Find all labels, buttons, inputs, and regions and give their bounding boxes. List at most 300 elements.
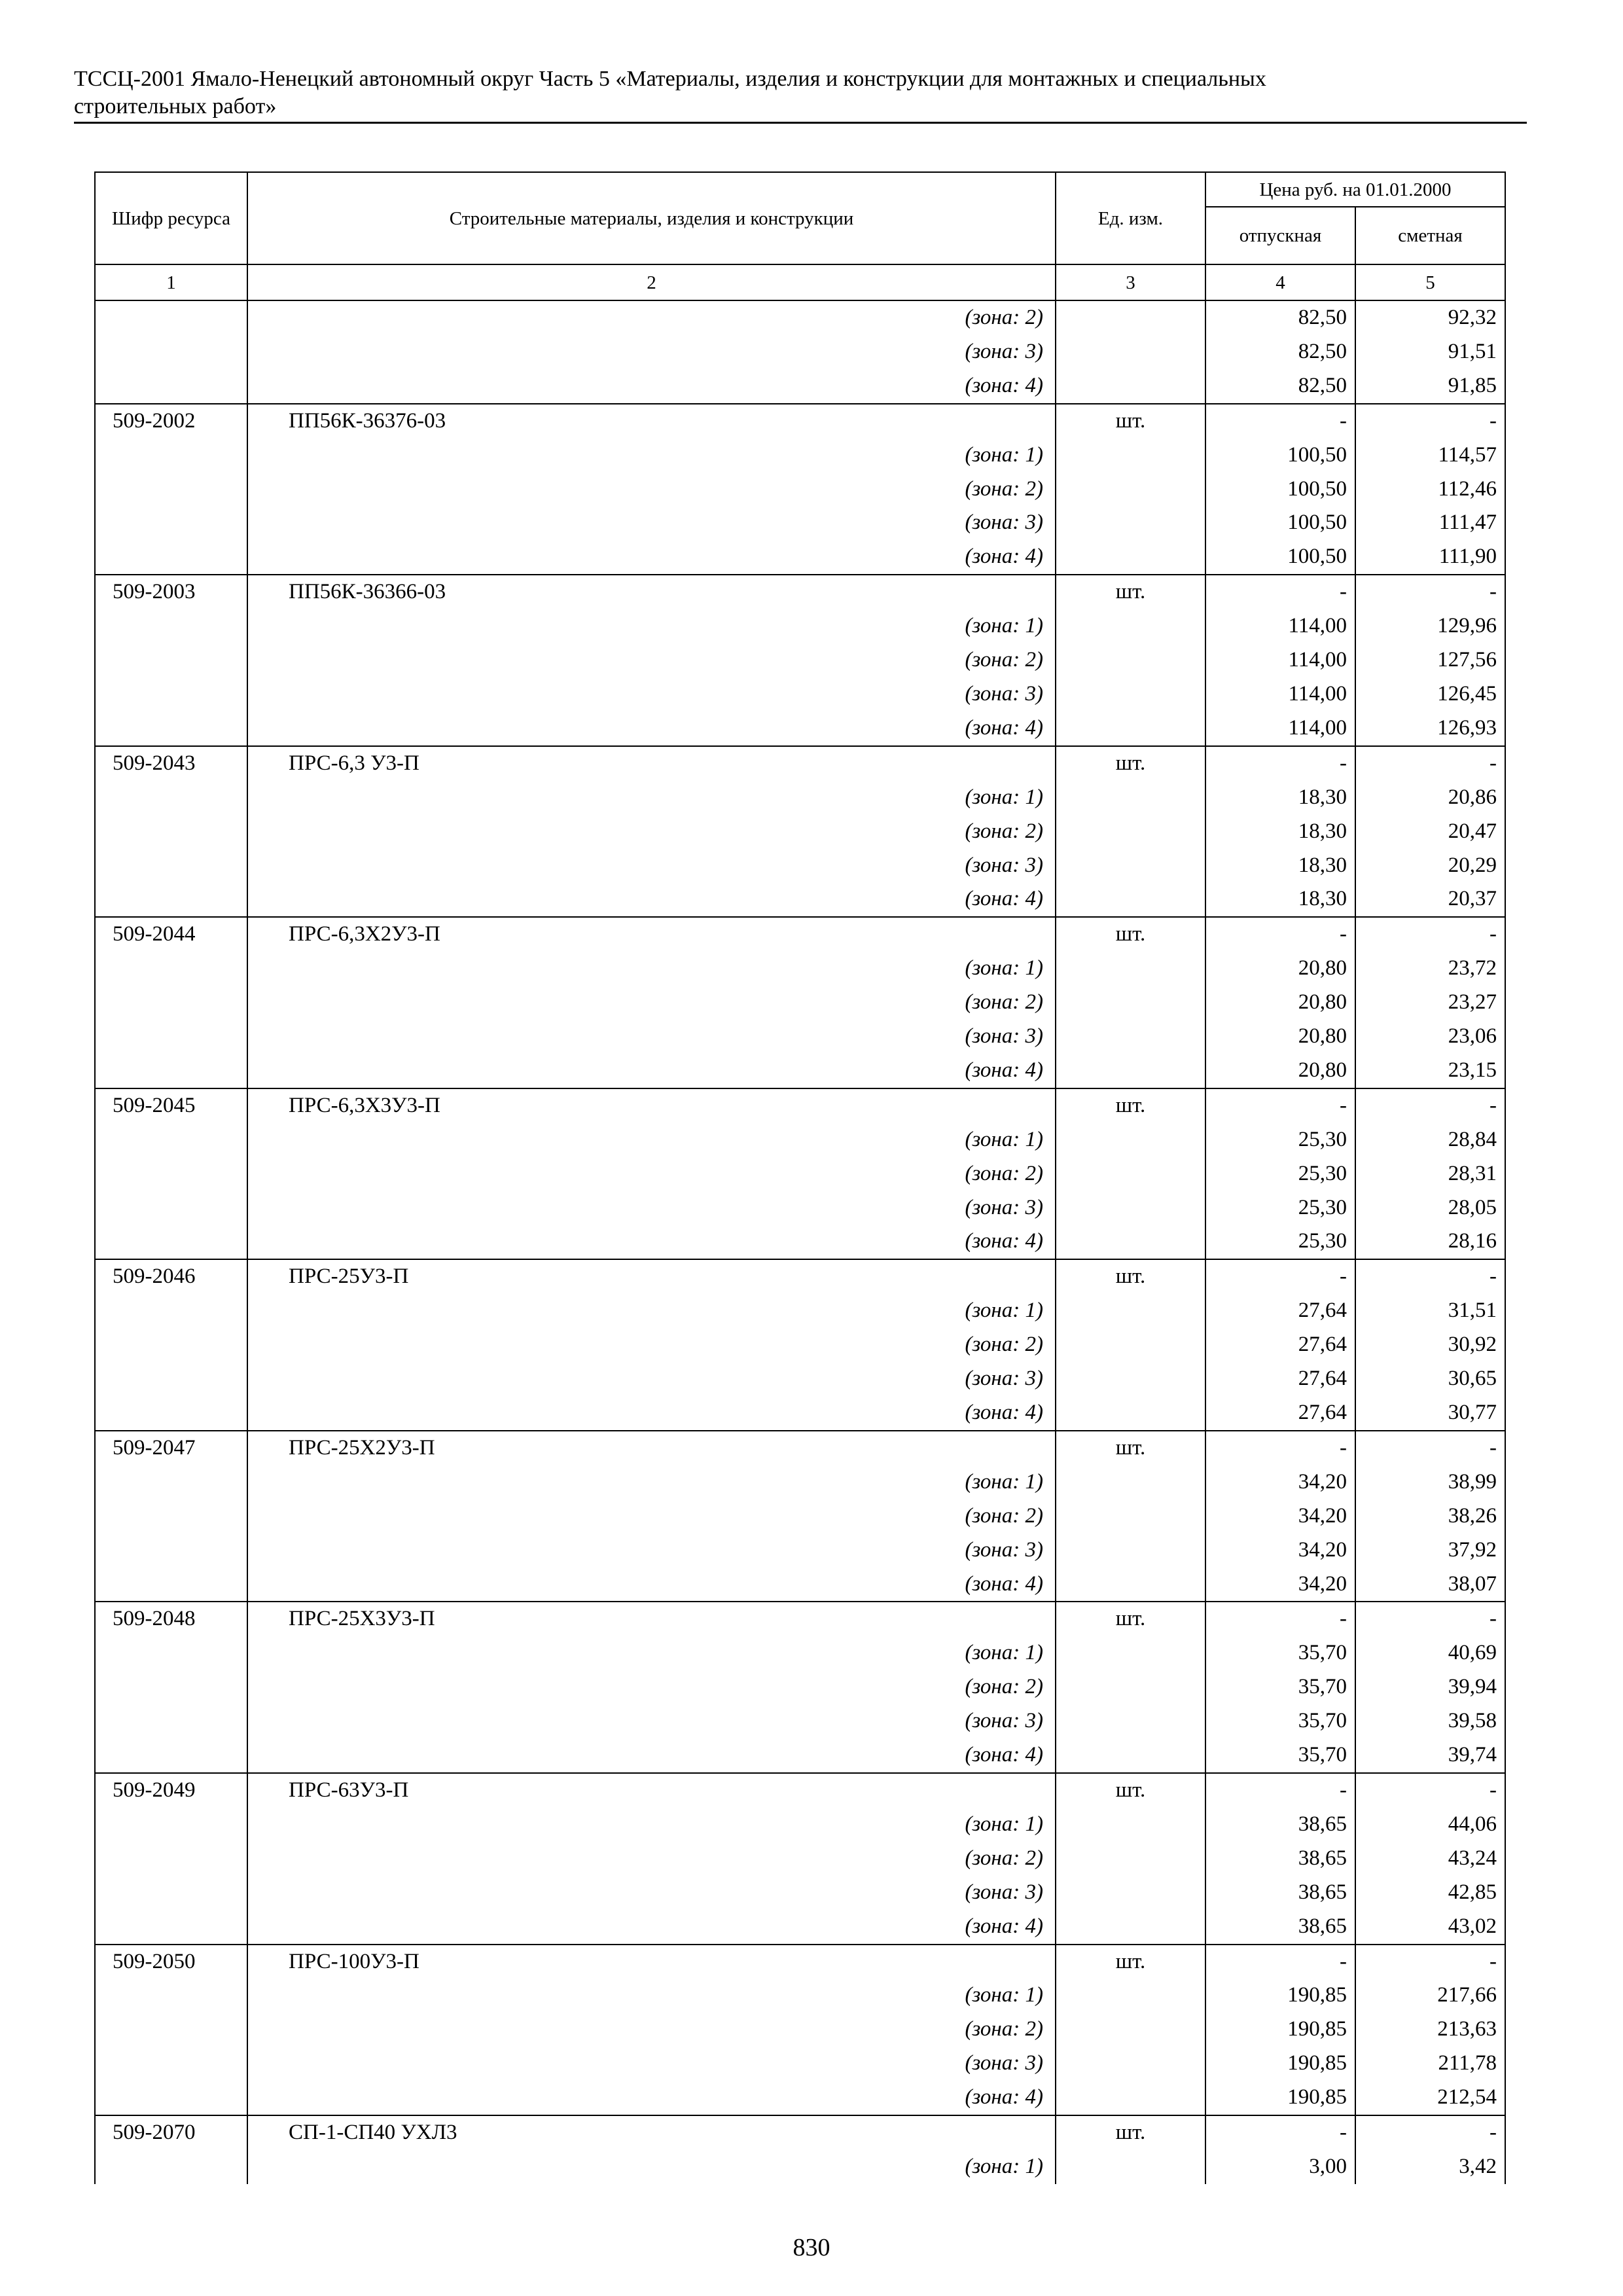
zone-label: (зона: 3): [247, 1534, 1056, 1568]
release-price: 18,30: [1205, 882, 1355, 917]
resource-code-cell: [95, 1465, 247, 1499]
zone-row: [95, 1499, 1505, 1534]
unit-of-measure: шт.: [1056, 1431, 1205, 1465]
resource-code-cell: [95, 2047, 247, 2081]
unit-of-measure: шт.: [1056, 1088, 1205, 1123]
zone-row: [95, 1328, 1505, 1362]
zone-row: [95, 2013, 1505, 2047]
zone-label: (зона: 1): [247, 1979, 1056, 2013]
resource-row: [95, 404, 1505, 439]
unit-cell: [1056, 882, 1205, 917]
zone-label: (зона: 3): [247, 506, 1056, 540]
unit-cell: [1056, 506, 1205, 540]
resource-name: ПРС-6,3 У3-П: [247, 746, 1056, 781]
header-rule: [74, 122, 1527, 124]
resource-code-cell: [95, 1123, 247, 1157]
estimate-price: 44,06: [1355, 1808, 1505, 1842]
resource-code-cell: [95, 1738, 247, 1773]
release-price: 100,50: [1205, 506, 1355, 540]
resource-code-cell: [95, 1670, 247, 1704]
estimate-price: 91,85: [1355, 369, 1505, 404]
estimate-price: -: [1355, 404, 1505, 439]
zone-label: (зона: 1): [247, 1294, 1056, 1328]
resource-code-cell: [95, 1362, 247, 1396]
estimate-price: -: [1355, 1259, 1505, 1294]
zone-row: [95, 609, 1505, 643]
unit-cell: [1056, 1876, 1205, 1910]
zone-row: [95, 1157, 1505, 1191]
estimate-price: 126,45: [1355, 677, 1505, 711]
release-price: 34,20: [1205, 1534, 1355, 1568]
estimate-price: -: [1355, 1773, 1505, 1808]
estimate-price: 92,32: [1355, 300, 1505, 335]
resource-code-cell: [95, 781, 247, 815]
unit-cell: [1056, 1123, 1205, 1157]
estimate-price: 23,72: [1355, 952, 1505, 986]
zone-label: (зона: 3): [247, 335, 1056, 369]
estimate-price: 39,94: [1355, 1670, 1505, 1704]
zone-row: [95, 1465, 1505, 1499]
unit-of-measure: шт.: [1056, 1602, 1205, 1636]
zone-label: (зона: 2): [247, 1499, 1056, 1534]
resource-code: 509-2044: [95, 917, 247, 952]
resource-code: 509-2048: [95, 1602, 247, 1636]
header-line-1: ТССЦ-2001 Ямало-Ненецкий автономный округ Часть 5 «Материалы, изделия и конструкции для монтажных и специальных: [74, 67, 1266, 91]
resource-name: СП-1-СП40 УХЛ3: [247, 2115, 1056, 2150]
resource-code-cell: [95, 1328, 247, 1362]
unit-of-measure: шт.: [1056, 1945, 1205, 1979]
zone-label: (зона: 1): [247, 439, 1056, 473]
unit-cell: [1056, 952, 1205, 986]
resource-code-cell: [95, 643, 247, 677]
resource-code-cell: [95, 506, 247, 540]
estimate-price: 111,47: [1355, 506, 1505, 540]
release-price: 82,50: [1205, 369, 1355, 404]
unit-cell: [1056, 1191, 1205, 1225]
resource-name: ПРС-25Х3У3-П: [247, 1602, 1056, 1636]
estimate-price: -: [1355, 1088, 1505, 1123]
zone-row: [95, 1123, 1505, 1157]
zone-row: [95, 1670, 1505, 1704]
estimate-price: 20,47: [1355, 815, 1505, 849]
resource-code-cell: [95, 2013, 247, 2047]
resource-name: ПП56К-36376-03: [247, 404, 1056, 439]
unit-cell: [1056, 1362, 1205, 1396]
estimate-price: 23,06: [1355, 1020, 1505, 1054]
unit-cell: [1056, 1225, 1205, 1259]
estimate-price: 30,77: [1355, 1396, 1505, 1431]
zone-row: [95, 1704, 1505, 1738]
zone-label: (зона: 4): [247, 1225, 1056, 1259]
header-price-group: Цена руб. на 01.01.2000: [1205, 172, 1505, 207]
unit-cell: [1056, 1396, 1205, 1431]
page-number: 830: [793, 2234, 830, 2261]
resource-code: 509-2002: [95, 404, 247, 439]
unit-cell: [1056, 540, 1205, 575]
estimate-price: 23,15: [1355, 1054, 1505, 1088]
unit-cell: [1056, 815, 1205, 849]
header-line-2: строительных работ»: [74, 94, 277, 118]
zone-label: (зона: 4): [247, 1910, 1056, 1945]
zone-row: [95, 1534, 1505, 1568]
unit-cell: [1056, 986, 1205, 1020]
zone-row: [95, 540, 1505, 575]
release-price: 35,70: [1205, 1670, 1355, 1704]
resource-code-cell: [95, 439, 247, 473]
release-price: 114,00: [1205, 677, 1355, 711]
zone-row: [95, 2081, 1505, 2115]
zone-row: [95, 1738, 1505, 1773]
unit-cell: [1056, 1910, 1205, 1945]
zone-label: (зона: 3): [247, 1191, 1056, 1225]
estimate-price: 91,51: [1355, 335, 1505, 369]
zone-row: [95, 1362, 1505, 1396]
estimate-price: 127,56: [1355, 643, 1505, 677]
unit-cell: [1056, 300, 1205, 335]
resource-code-cell: [95, 1396, 247, 1431]
resource-name: ПП56К-36366-03: [247, 575, 1056, 609]
release-price: -: [1205, 746, 1355, 781]
zone-label: (зона: 1): [247, 609, 1056, 643]
zone-label: (зона: 2): [247, 473, 1056, 507]
release-price: -: [1205, 2115, 1355, 2150]
zone-row: [95, 1808, 1505, 1842]
release-price: 18,30: [1205, 815, 1355, 849]
resource-code-cell: [95, 952, 247, 986]
resource-row: [95, 1945, 1505, 1979]
unit-cell: [1056, 1499, 1205, 1534]
zone-row: [95, 335, 1505, 369]
release-price: 27,64: [1205, 1396, 1355, 1431]
estimate-price: 211,78: [1355, 2047, 1505, 2081]
unit-cell: [1056, 2150, 1205, 2184]
zone-label: (зона: 3): [247, 2047, 1056, 2081]
unit-of-measure: шт.: [1056, 1773, 1205, 1808]
resource-code-cell: [95, 1979, 247, 2013]
resource-row: [95, 1431, 1505, 1465]
release-price: -: [1205, 575, 1355, 609]
estimate-price: 39,74: [1355, 1738, 1505, 1773]
zone-label: (зона: 2): [247, 300, 1056, 335]
resource-name: ПРС-6,3Х3У3-П: [247, 1088, 1056, 1123]
estimate-price: -: [1355, 575, 1505, 609]
zone-label: (зона: 2): [247, 1842, 1056, 1876]
zone-label: (зона: 2): [247, 643, 1056, 677]
resource-code: 509-2049: [95, 1773, 247, 1808]
zone-row: [95, 1294, 1505, 1328]
unit-of-measure: шт.: [1056, 2115, 1205, 2150]
release-price: 27,64: [1205, 1328, 1355, 1362]
release-price: 27,64: [1205, 1362, 1355, 1396]
price-table: [94, 171, 1506, 2184]
zone-label: (зона: 3): [247, 1704, 1056, 1738]
unit-cell: [1056, 609, 1205, 643]
table-body: [95, 300, 1505, 2184]
resource-code-cell: [95, 335, 247, 369]
resource-code-cell: [95, 369, 247, 404]
zone-label: (зона: 4): [247, 711, 1056, 746]
zone-row: [95, 677, 1505, 711]
release-price: 114,00: [1205, 711, 1355, 746]
resource-code-cell: [95, 540, 247, 575]
resource-row: [95, 575, 1505, 609]
release-price: 190,85: [1205, 2013, 1355, 2047]
estimate-price: 129,96: [1355, 609, 1505, 643]
zone-row: [95, 473, 1505, 507]
resource-code: 509-2050: [95, 1945, 247, 1979]
release-price: 25,30: [1205, 1225, 1355, 1259]
unit-cell: [1056, 1568, 1205, 1602]
estimate-price: 23,27: [1355, 986, 1505, 1020]
zone-label: (зона: 3): [247, 1876, 1056, 1910]
zone-label: (зона: 4): [247, 540, 1056, 575]
estimate-price: -: [1355, 1945, 1505, 1979]
zone-row: [95, 300, 1505, 335]
header-release-price: отпускная: [1205, 207, 1355, 264]
release-price: 34,20: [1205, 1465, 1355, 1499]
header-code: Шифр ресурса: [95, 172, 247, 264]
unit-cell: [1056, 2081, 1205, 2115]
column-number: 1: [95, 264, 247, 300]
estimate-price: 28,84: [1355, 1123, 1505, 1157]
column-number: 3: [1056, 264, 1205, 300]
zone-label: (зона: 4): [247, 882, 1056, 917]
release-price: -: [1205, 1088, 1355, 1123]
zone-label: (зона: 1): [247, 1465, 1056, 1499]
estimate-price: 30,65: [1355, 1362, 1505, 1396]
resource-code-cell: [95, 300, 247, 335]
zone-label: (зона: 3): [247, 849, 1056, 883]
estimate-price: 38,07: [1355, 1568, 1505, 1602]
zone-row: [95, 369, 1505, 404]
release-price: 190,85: [1205, 2081, 1355, 2115]
zone-label: (зона: 2): [247, 2013, 1056, 2047]
zone-row: [95, 815, 1505, 849]
estimate-price: 39,58: [1355, 1704, 1505, 1738]
unit-of-measure: шт.: [1056, 746, 1205, 781]
resource-code-cell: [95, 609, 247, 643]
zone-row: [95, 1876, 1505, 1910]
resource-name: ПРС-25У3-П: [247, 1259, 1056, 1294]
release-price: 20,80: [1205, 986, 1355, 1020]
resource-code-cell: [95, 1568, 247, 1602]
release-price: 3,00: [1205, 2150, 1355, 2184]
release-price: -: [1205, 1773, 1355, 1808]
zone-row: [95, 1396, 1505, 1431]
release-price: 82,50: [1205, 335, 1355, 369]
zone-row: [95, 849, 1505, 883]
resource-code-cell: [95, 1636, 247, 1670]
estimate-price: 114,57: [1355, 439, 1505, 473]
estimate-price: 38,99: [1355, 1465, 1505, 1499]
zone-row: [95, 1842, 1505, 1876]
estimate-price: 212,54: [1355, 2081, 1505, 2115]
estimate-price: 20,86: [1355, 781, 1505, 815]
estimate-price: 112,46: [1355, 473, 1505, 507]
unit-cell: [1056, 1534, 1205, 1568]
table-header: [95, 172, 1505, 300]
zone-row: [95, 781, 1505, 815]
zone-row: [95, 2150, 1505, 2184]
unit-cell: [1056, 1465, 1205, 1499]
estimate-price: 37,92: [1355, 1534, 1505, 1568]
estimate-price: 28,16: [1355, 1225, 1505, 1259]
zone-row: [95, 643, 1505, 677]
unit-cell: [1056, 1842, 1205, 1876]
zone-row: [95, 1191, 1505, 1225]
unit-of-measure: шт.: [1056, 404, 1205, 439]
resource-code-cell: [95, 1842, 247, 1876]
unit-cell: [1056, 2013, 1205, 2047]
zone-row: [95, 1225, 1505, 1259]
resource-row: [95, 2115, 1505, 2150]
unit-cell: [1056, 1020, 1205, 1054]
release-price: 20,80: [1205, 952, 1355, 986]
estimate-price: 28,05: [1355, 1191, 1505, 1225]
unit-of-measure: шт.: [1056, 575, 1205, 609]
header-unit: Ед. изм.: [1056, 172, 1205, 264]
release-price: -: [1205, 1602, 1355, 1636]
unit-cell: [1056, 1738, 1205, 1773]
column-number: 5: [1355, 264, 1505, 300]
resource-code-cell: [95, 677, 247, 711]
resource-code-cell: [95, 2081, 247, 2115]
release-price: 100,50: [1205, 439, 1355, 473]
resource-row: [95, 746, 1505, 781]
header-name: Строительные материалы, изделия и конструкции: [247, 172, 1056, 264]
release-price: -: [1205, 1431, 1355, 1465]
resource-code-cell: [95, 1294, 247, 1328]
zone-row: [95, 986, 1505, 1020]
release-price: -: [1205, 1259, 1355, 1294]
estimate-price: 217,66: [1355, 1979, 1505, 2013]
zone-row: [95, 882, 1505, 917]
release-price: 38,65: [1205, 1876, 1355, 1910]
estimate-price: 31,51: [1355, 1294, 1505, 1328]
release-price: 35,70: [1205, 1704, 1355, 1738]
resource-code: 509-2047: [95, 1431, 247, 1465]
resource-code-cell: [95, 1808, 247, 1842]
release-price: 38,65: [1205, 1808, 1355, 1842]
resource-code-cell: [95, 1704, 247, 1738]
resource-name: ПРС-63У3-П: [247, 1773, 1056, 1808]
resource-code: 509-2045: [95, 1088, 247, 1123]
resource-name: ПРС-100У3-П: [247, 1945, 1056, 1979]
zone-label: (зона: 2): [247, 1328, 1056, 1362]
release-price: 34,20: [1205, 1499, 1355, 1534]
release-price: 34,20: [1205, 1568, 1355, 1602]
zone-label: (зона: 4): [247, 1054, 1056, 1088]
estimate-price: 3,42: [1355, 2150, 1505, 2184]
release-price: 190,85: [1205, 1979, 1355, 2013]
release-price: 25,30: [1205, 1157, 1355, 1191]
unit-cell: [1056, 1704, 1205, 1738]
zone-label: (зона: 2): [247, 815, 1056, 849]
document-header: [74, 65, 1514, 120]
zone-row: [95, 1910, 1505, 1945]
resource-code-cell: [95, 1534, 247, 1568]
release-price: 38,65: [1205, 1842, 1355, 1876]
unit-cell: [1056, 1979, 1205, 2013]
resource-row: [95, 1602, 1505, 1636]
release-price: 27,64: [1205, 1294, 1355, 1328]
unit-cell: [1056, 711, 1205, 746]
release-price: 100,50: [1205, 540, 1355, 575]
release-price: 20,80: [1205, 1054, 1355, 1088]
resource-code-cell: [95, 1191, 247, 1225]
zone-row: [95, 439, 1505, 473]
unit-cell: [1056, 781, 1205, 815]
zone-label: (зона: 1): [247, 1808, 1056, 1842]
unit-cell: [1056, 677, 1205, 711]
release-price: 20,80: [1205, 1020, 1355, 1054]
release-price: 18,30: [1205, 849, 1355, 883]
unit-cell: [1056, 1636, 1205, 1670]
zone-label: (зона: 3): [247, 677, 1056, 711]
estimate-price: 20,37: [1355, 882, 1505, 917]
unit-cell: [1056, 1328, 1205, 1362]
release-price: 82,50: [1205, 300, 1355, 335]
resource-code-cell: [95, 2150, 247, 2184]
resource-code-cell: [95, 1157, 247, 1191]
resource-code-cell: [95, 473, 247, 507]
release-price: 114,00: [1205, 609, 1355, 643]
resource-code: 509-2070: [95, 2115, 247, 2150]
zone-label: (зона: 2): [247, 986, 1056, 1020]
unit-cell: [1056, 1054, 1205, 1088]
resource-row: [95, 1773, 1505, 1808]
zone-row: [95, 1979, 1505, 2013]
release-price: 100,50: [1205, 473, 1355, 507]
resource-code-cell: [95, 849, 247, 883]
estimate-price: 43,02: [1355, 1910, 1505, 1945]
resource-code-cell: [95, 882, 247, 917]
resource-code-cell: [95, 1054, 247, 1088]
estimate-price: -: [1355, 2115, 1505, 2150]
resource-code: 509-2003: [95, 575, 247, 609]
zone-label: (зона: 3): [247, 1362, 1056, 1396]
release-price: 25,30: [1205, 1191, 1355, 1225]
estimate-price: -: [1355, 746, 1505, 781]
zone-label: (зона: 3): [247, 1020, 1056, 1054]
zone-label: (зона: 4): [247, 2081, 1056, 2115]
resource-code-cell: [95, 1020, 247, 1054]
zone-row: [95, 1568, 1505, 1602]
release-price: -: [1205, 404, 1355, 439]
unit-cell: [1056, 849, 1205, 883]
resource-code-cell: [95, 711, 247, 746]
unit-cell: [1056, 1808, 1205, 1842]
header-estimate-price: сметная: [1355, 207, 1505, 264]
estimate-price: 28,31: [1355, 1157, 1505, 1191]
resource-name: ПРС-25Х2У3-П: [247, 1431, 1056, 1465]
resource-code-cell: [95, 815, 247, 849]
unit-cell: [1056, 1294, 1205, 1328]
resource-code-cell: [95, 1499, 247, 1534]
resource-code: 509-2043: [95, 746, 247, 781]
estimate-price: 40,69: [1355, 1636, 1505, 1670]
zone-row: [95, 711, 1505, 746]
estimate-price: 126,93: [1355, 711, 1505, 746]
estimate-price: 42,85: [1355, 1876, 1505, 1910]
zone-label: (зона: 4): [247, 369, 1056, 404]
unit-cell: [1056, 2047, 1205, 2081]
resource-code-cell: [95, 1225, 247, 1259]
unit-cell: [1056, 439, 1205, 473]
zone-label: (зона: 1): [247, 2150, 1056, 2184]
zone-row: [95, 1020, 1505, 1054]
release-price: 114,00: [1205, 643, 1355, 677]
